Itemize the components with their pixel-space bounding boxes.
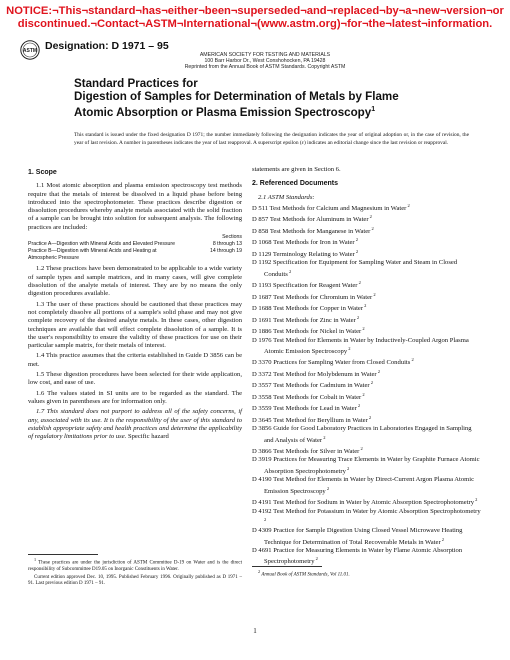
footnote-mark: 2 xyxy=(264,516,267,522)
footnote-mark: 2 xyxy=(372,291,376,297)
footnote-mark: 2 xyxy=(354,248,359,254)
footnote-mark: 2 xyxy=(368,214,372,220)
standards-list xyxy=(252,202,482,567)
practice-a: Practice A—Digestion with Mineral Acids and Elevated Pressure xyxy=(28,240,176,247)
page-number: 1 xyxy=(253,627,257,635)
footnote-1-edition: Current edition approved Dec. 10, 1995. Published February 1996. Originally published as D 1971 – 91. Last previous edition D 1971 – 91. xyxy=(28,575,242,587)
right-column xyxy=(252,166,482,567)
scope-para-1-7: 1.7 This standard does not purport to address all of the safety concerns, if any, associated with its use. It is the responsibility of the user of this standard to establish appropriate safety and health practices and determine the applicability of regulatory limitations prior to use. Specific hazard xyxy=(28,408,242,441)
title-line-3: Atomic Absorption or Plasma Emission Spectroscopy$^1$ xyxy=(74,105,376,119)
standard-item: D 3558 Test Methods for Cobalt in Water $^2$ xyxy=(252,391,365,401)
practice-b-row xyxy=(28,248,242,261)
safety-continuation: statements are given in Section 6. xyxy=(252,166,341,173)
scope-para-1-5: 1.5 These digestion procedures have been selected for their wide application, low cost, and ease of use. xyxy=(28,371,242,387)
standard-item: D 3372 Test Method for Molybdenum in Water $^2$ xyxy=(252,368,380,378)
scope-para-1-6: 1.6 The values stated in SI units are to be regarded as the standard. The values given in parentheses are for information only. xyxy=(28,389,242,405)
notice-line-1: NOTICE:¬This¬standard¬has¬either¬been¬superseded¬and¬replaced¬by¬a¬new¬version¬or xyxy=(6,5,504,17)
standard-item: D 3370 Practices for Sampling Water from Closed Conduits $^2$ xyxy=(252,357,414,367)
standard-item: D 1687 Test Methods for Chromium in Water $^2$ xyxy=(252,291,376,301)
notice-line-2: discontinued.¬Contact¬ASTM¬International¬(www.astm.org)¬for¬the¬latest¬information. xyxy=(17,18,493,30)
footnote-mark: 2 xyxy=(367,414,372,420)
standard-item: D 3645 Test Method for Beryllium in Water $^2$ xyxy=(252,414,372,424)
footnote-mark: 2 xyxy=(356,403,361,409)
footnote-mark: 2 xyxy=(354,237,358,243)
publisher-block xyxy=(150,52,380,71)
footnote-mark: 2 xyxy=(369,380,373,386)
practice-b-sections: 14 through 19 xyxy=(209,248,242,255)
standard-item: D 1193 Specification for Reagent Water $^2$ xyxy=(252,280,361,290)
practice-b: Practice B—Digestion with Mineral Acids and Heating at Atmospheric Pressure xyxy=(28,248,157,261)
footnote-mark: 2 xyxy=(345,465,350,471)
standard-item: D 4191 Test Method for Sodium in Water by Atomic Absorption Spectrophotometry $^2$ xyxy=(252,497,478,507)
practice-a-sections: 8 through 13 xyxy=(212,240,242,247)
standard-item: D 3866 Test Methods for Silver in Water $^2$ xyxy=(252,445,363,456)
sections-label: Sections xyxy=(222,234,242,241)
scope-para-1-4: 1.4 This practice assumes that the criteria established in Guide D 3856 can be met. xyxy=(28,352,242,368)
scope-para-1-2: 1.2 These practices have been demonstrated to be applicable to a wide variety of sample types and sample matrices, and in many cases, will give complete dissolution of the analyte metals of interest. They are by no means the only digestion procedures available. xyxy=(28,265,242,298)
standard-item: D 1976 Test Method for Elements in Water by Inductively-Coupled Argon Plasma Atomic Emission Spectroscopy $^2$ xyxy=(252,336,469,355)
title-line-1: Standard Practices for xyxy=(74,77,198,90)
standard-item: D 4190 Test Method for Elements in Water by Direct-Current Argon Plasma Atomic Emission Spectroscopy $^2$ xyxy=(252,476,475,495)
footnote-mark: 2 xyxy=(440,536,445,542)
footnote-2: $^2$ Annual Book of ASTM Standards, Vol 11.01. xyxy=(258,569,350,578)
left-column xyxy=(28,166,242,443)
standard-item: D 1068 Test Methods for Iron in Water $^2$ xyxy=(252,237,358,247)
scope-para-1-1: 1.1 Most atomic absorption and plasma emission spectroscopy test methods require that the metals of interest be dissolved in a liquid phase before being introduced into the spectrophotometer. These practices describe digestion or dissolution procedures whereby analyte metals associated with the solid fraction of a sample can be brought into solution for subsequent analysis. The following practices are included: xyxy=(28,182,242,231)
footnote-mark: 2 xyxy=(355,314,360,320)
footnote-mark: 2 xyxy=(361,391,365,397)
footnote-mark: 2 xyxy=(376,368,380,374)
footnote-rule-right xyxy=(252,566,322,567)
standard-item: D 4192 Test Method for Potassium in Water by Atomic Absorption Spectrophotometry $^2$ xyxy=(252,507,481,522)
footnote-mark: 2 xyxy=(406,202,410,208)
sections-label-row xyxy=(28,234,242,241)
issuance-note: This standard is issued under the fixed designation D 1971; the number immediately following the designation indicates the year of original adoption or, in the case of revision, the year of last revision. A number in parentheses indicates the year of last reapproval. A superscript epsilon (ε) indicates an editorial change since the last revision or reapproval. xyxy=(74,132,469,147)
astm-logo-icon xyxy=(20,40,40,60)
standard-item: D 858 Test Methods for Manganese in Water $^2$ xyxy=(252,225,374,236)
footnotes-left xyxy=(28,557,242,589)
standard-item: D 511 Test Methods for Calcium and Magnesium in Water $^2$ xyxy=(252,202,410,213)
footnote-mark: 2 xyxy=(410,357,414,363)
footnote-mark: 2 xyxy=(325,485,330,491)
footnote-mark: 2 xyxy=(474,497,478,503)
footnote-mark: 2 xyxy=(347,345,351,351)
logo-text: ASTM xyxy=(22,48,38,55)
astm-standards-subhead: 2.1 ASTM Standards: xyxy=(258,193,315,201)
practice-a-row xyxy=(28,241,242,248)
document-title xyxy=(74,78,474,119)
scope-heading: 1. Scope xyxy=(28,169,57,176)
standard-item: D 1192 Specification for Equipment for Sampling Water and Steam in Closed Conduits $^2$ xyxy=(252,259,458,278)
standard-item: D 4691 Practice for Measuring Elements in Water by Flame Atomic Absorption Spectrophotometry $^2$ xyxy=(252,547,463,566)
footnote-mark: 2 xyxy=(370,225,374,231)
footnote-rule xyxy=(28,554,98,555)
standard-item: D 3919 Practices for Measuring Trace Elements in Water by Graphite Furnace Atomic Absorption Spectrophotometry $^2$ xyxy=(252,456,480,475)
standard-item: D 1691 Test Methods for Zinc in Water $^2$ xyxy=(252,314,360,324)
standard-item: D 857 Test Methods for Aluminum in Water $^2$ xyxy=(252,214,372,224)
standard-item: D 1688 Test Methods for Copper in Water $^2$ xyxy=(252,303,367,313)
standard-item: D 3557 Test Methods for Cadmium in Water $^2$ xyxy=(252,380,373,390)
standard-item: D 1129 Terminology Relating to Water $^2$ xyxy=(252,248,359,259)
footnote-mark: 2 xyxy=(287,268,292,274)
footnote-mark: 2 xyxy=(322,434,326,440)
standard-item: D 3559 Test Methods for Lead in Water $^2$ xyxy=(252,403,361,413)
supersede-notice xyxy=(0,5,510,31)
footnote-mark: 2 xyxy=(359,445,363,451)
footnote-mark: 2 xyxy=(357,280,361,286)
standard-item: D 4309 Practice for Sample Digestion Using Closed Vessel Microwave Heating Technique for Determination of Total Recoverable Metals in Water $^2$ xyxy=(252,527,463,546)
safety-caveat: 1.7 This standard does not purport to address all of the safety concerns, if any, associated with its use. It is the responsibility of the user of this standard to establish appropriate safety and health practices and determine the applicability of regulatory limitations prior to use. xyxy=(28,408,242,441)
title-line-2: Digestion of Samples for Determination of Metals by Flame xyxy=(74,89,399,103)
footnote-1: $^1$ These practices are under the jurisdiction of ASTM Committee D-19 on Water and is the direct responsibility of Subcommittee D19.05 on Inorganic Constituents in Water. xyxy=(28,557,242,572)
standard-item: D 1886 Test Methods for Nickel in Water $^2$ xyxy=(252,326,365,336)
publisher-line-1: AMERICAN SOCIETY FOR TESTING AND MATERIALS xyxy=(199,52,331,58)
standard-item: D 3856 Guide for Good Laboratory Practices in Laboratories Engaged in Sampling and Analysis of Water $^2$ xyxy=(252,425,472,444)
title-footnote-mark: 1 xyxy=(371,105,376,113)
footnote-mark: 2 xyxy=(361,326,365,332)
scope-para-1-3: 1.3 The user of these practices should be cautioned that these practices may not completely dissolve all portions of a sample's solid phase and may not give complete recovery of the desired analyte metals. In these cases, other digestion techniques are available that will effect complete dissolution of a sample. It is the user's responsibility to ensure the validity of these practices for use on their particular sample matrix, for their metals of interest. xyxy=(28,300,242,350)
referenced-documents-heading: 2. Referenced Documents xyxy=(252,180,338,188)
footnote-mark: 2 xyxy=(363,303,367,309)
designation: Designation: D 1971 – 95 xyxy=(45,40,169,52)
publisher-line-2: 100 Barr Harbor Dr., West Conshohocken, PA 19428 xyxy=(204,58,326,65)
footnote-mark: 2 xyxy=(314,556,318,562)
publisher-line-3: Reprinted from the Annual Book of ASTM Standards. Copyright ASTM xyxy=(184,64,346,71)
